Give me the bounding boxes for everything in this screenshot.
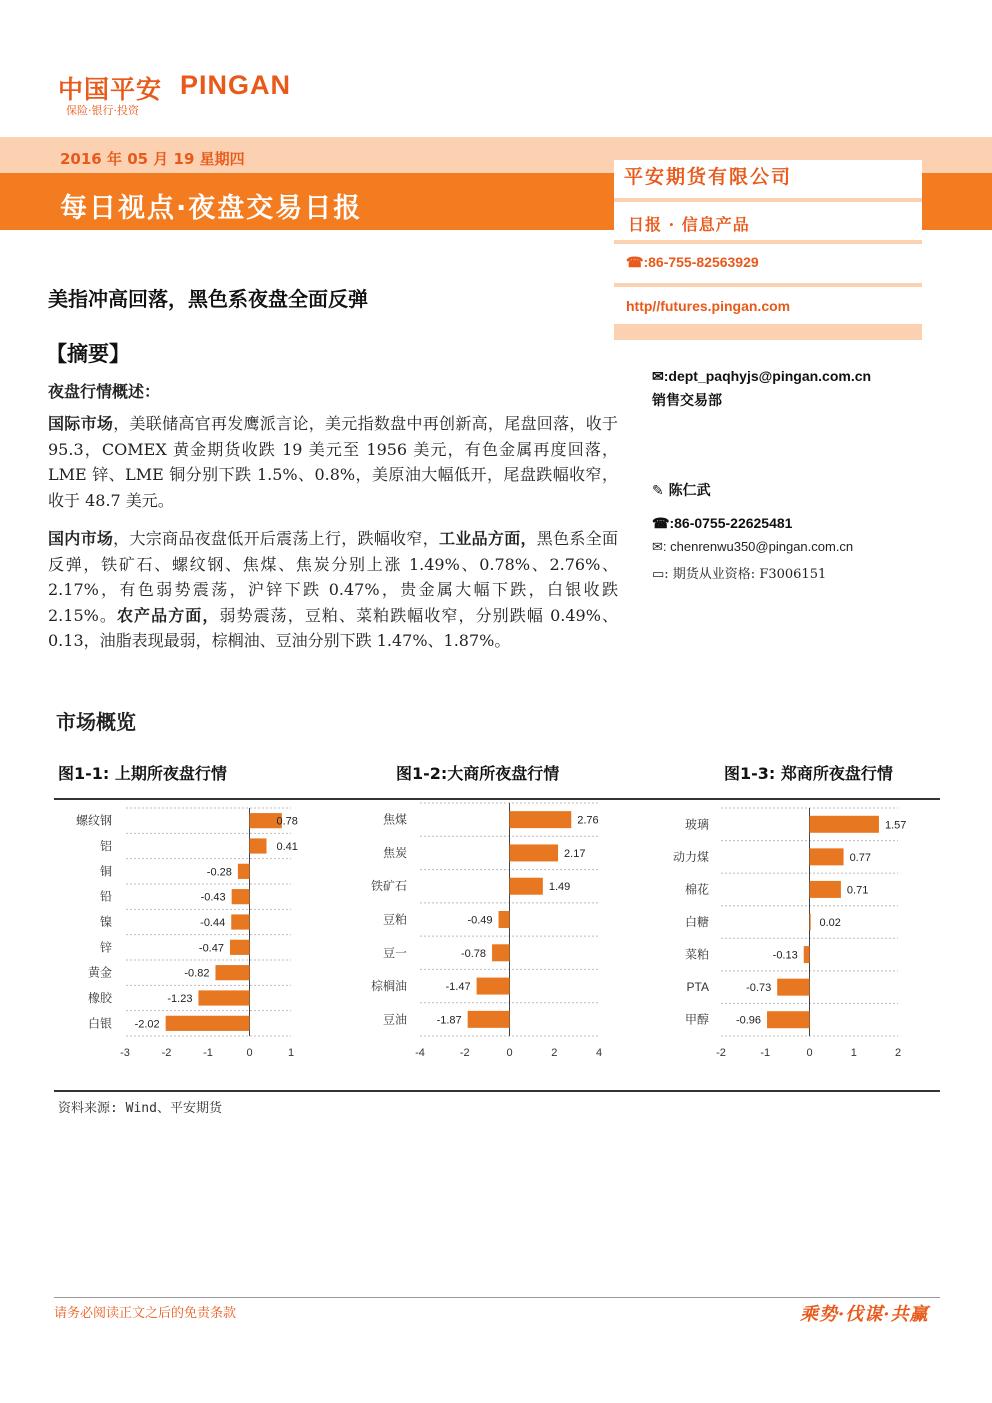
tick-label: 0 (506, 1047, 513, 1059)
chart-bottom-rule (54, 1090, 940, 1092)
dept-name: 销售交易部 (652, 393, 722, 409)
section-title: 市场概览 (56, 710, 136, 734)
bar (492, 944, 509, 961)
tick-label: 0 (246, 1047, 253, 1059)
category-label: 黄金 (87, 965, 112, 980)
footer-slogan: 乘势·伐谋·共赢 (800, 1304, 929, 1325)
data-label: 1.57 (884, 819, 907, 832)
bar (230, 940, 250, 955)
data-label: -0.96 (735, 1014, 762, 1027)
logo-subtitle: 保险·银行·投资 (66, 104, 139, 117)
tick-label: 1 (850, 1047, 857, 1059)
bar (810, 914, 811, 931)
category-label: 豆粕 (382, 912, 407, 927)
category-label: 螺纹钢 (75, 813, 112, 828)
bar (215, 965, 249, 980)
divider (614, 156, 922, 160)
mail-icon: ✉ (652, 539, 663, 554)
report-date: 2016 年 05 月 19 星期四 (60, 150, 245, 168)
category-label: 铁矿石 (370, 879, 407, 894)
logo-en: PINGAN (180, 70, 292, 100)
footer-disclaimer[interactable]: 请务必阅读正文之后的免责条款 (54, 1306, 237, 1321)
category-label: 棉花 (684, 882, 709, 897)
tick-label: 2 (551, 1047, 558, 1059)
category-label: 镍 (99, 915, 112, 929)
data-label: -0.13 (772, 949, 798, 962)
analyst-email[interactable]: ✉: chenrenwu350@pingan.com.cn (652, 539, 854, 554)
data-label: 0.41 (276, 841, 298, 853)
chart-czce (673, 808, 906, 1059)
data-label: -1.87 (436, 1014, 462, 1027)
tick-label: 1 (287, 1047, 295, 1059)
data-label: -0.49 (467, 914, 493, 927)
category-label: 菜粕 (684, 947, 709, 962)
chart-shfe (76, 808, 298, 1059)
chart-dce (371, 803, 602, 1059)
category-label: 玻璃 (684, 817, 709, 832)
data-label: 0.71 (846, 884, 869, 897)
bar (238, 864, 250, 879)
tick-label: -1 (203, 1047, 213, 1059)
chart-title-1: 图1-1: 上期所夜盘行情 (58, 764, 227, 783)
category-label: 甲醇 (684, 1012, 709, 1027)
report-title: 每日视点·夜盘交易日报 (60, 193, 363, 224)
tick-label: -3 (120, 1047, 130, 1059)
bar (468, 1011, 510, 1028)
bar (804, 946, 810, 963)
category-label: 焦煤 (382, 812, 407, 827)
tick-label: -2 (459, 1047, 470, 1059)
divider (614, 198, 922, 202)
data-label: -0.73 (746, 982, 772, 995)
info-box-bottom-bar (614, 324, 922, 340)
analyst-phone: ☎:86-0755-22625481 (652, 515, 793, 531)
data-label: 0.02 (819, 917, 841, 929)
domestic-label: 国内市场 (48, 529, 114, 548)
tick-label: 0 (806, 1047, 813, 1059)
overview-label: 夜盘行情概述： (48, 382, 161, 401)
bar (166, 1016, 250, 1031)
data-label: 2.17 (564, 847, 586, 860)
tick-label: 4 (595, 1047, 603, 1059)
intl-label: 国际市场 (48, 414, 114, 433)
phone-icon: ☎ (652, 515, 670, 531)
data-label: -1.23 (167, 993, 193, 1005)
bar (477, 978, 510, 995)
bar (499, 911, 510, 928)
data-label: 2.76 (577, 814, 599, 827)
bar (232, 889, 250, 904)
data-label: -0.43 (200, 891, 226, 904)
category-label: 棕榈油 (370, 979, 407, 994)
divider (614, 240, 922, 244)
dept-email[interactable]: ✉:dept_paqhyjs@pingan.com.cn (652, 368, 872, 384)
category-label: 焦炭 (382, 845, 407, 860)
category-label: 铝 (99, 839, 112, 853)
tick-label: -2 (161, 1047, 172, 1059)
phone-icon: ☎ (626, 254, 644, 270)
industrial-label: 工业品方面， (439, 529, 537, 548)
company-phone: ☎:86-755-82563929 (626, 254, 759, 270)
domestic-text-3: 弱势震荡，豆粕、菜粕跌幅收窄，分别跌幅 0.49%、0.13，油脂表现最弱，棕榈油、豆油分别下跌 1.47%、1.87%。 (48, 605, 618, 650)
mail-icon: ✉ (652, 368, 664, 384)
category-label: 橡胶 (87, 991, 112, 1005)
bar (810, 848, 844, 865)
daily-label: 日报 · 信息产品 (628, 215, 750, 234)
bar (510, 844, 559, 861)
bar (510, 878, 543, 895)
pen-icon: ✎ (652, 483, 664, 499)
data-source: 资料来源: Wind、平安期货 (58, 1101, 222, 1116)
bar (198, 990, 249, 1005)
data-label: -0.78 (460, 947, 487, 960)
category-label: 锌 (99, 940, 112, 955)
charts-area (0, 800, 992, 1090)
category-label: 豆一 (382, 945, 407, 960)
divider (614, 283, 922, 287)
abstract-label: 【摘要】 (46, 342, 130, 366)
domestic-market-paragraph (48, 526, 618, 654)
tick-label: -2 (716, 1047, 726, 1059)
category-label: 白糖 (684, 915, 709, 929)
tick-label: 2 (894, 1047, 902, 1059)
agri-label: 农产品方面， (116, 605, 220, 625)
bar (250, 838, 267, 853)
domestic-text-2: 黑色系全面反弹，铁矿石、螺纹钢、焦煤、焦炭分别上涨 1.49%、0.78%、2.76%、2.17%，有色弱势震荡，沪锌下跌 0.47%，贵金属大幅下跌，白银收跌 2.15%。 (48, 529, 618, 625)
intl-market-paragraph (48, 411, 618, 513)
data-label: 0.78 (276, 815, 298, 828)
bar (810, 881, 841, 898)
data-label: -0.28 (206, 866, 232, 879)
category-label: PTA (686, 980, 709, 995)
footer-rule (54, 1297, 940, 1298)
category-label: 动力煤 (672, 849, 709, 864)
category-label: 铜 (99, 864, 112, 879)
analyst-name: ✎ 陈仁武 (652, 483, 711, 499)
bar (510, 811, 572, 828)
book-icon: ▭ (652, 567, 665, 582)
company-website[interactable]: http//futures.pingan.com (626, 298, 791, 314)
analyst-license: ▭: 期货从业资格: F3006151 (652, 567, 827, 582)
bar (767, 1011, 809, 1028)
intl-text: ，美联储高官再发鹰派言论，美元指数盘中再创新高，尾盘回落，收于 95.3，COMEX 黄金期货收跌 19 美元至 1956 美元，有色金属再度回落，LME 锌、LME 铜分别下跌 1.5%、0.8%，美原油大幅低开，尾盘跌幅收窄，收于 48.7 美元。 (48, 414, 618, 510)
bar (231, 914, 249, 929)
data-label: -0.47 (198, 942, 224, 955)
data-label: 0.77 (849, 851, 871, 864)
headline: 美指冲高回落，黑色系夜盘全面反弹 (48, 287, 368, 311)
bar (777, 979, 809, 996)
data-label: 1.49 (548, 881, 571, 894)
category-label: 白银 (87, 1016, 112, 1031)
chart-title-2: 图1-2:大商所夜盘行情 (396, 764, 560, 783)
data-label: -0.82 (184, 967, 210, 980)
chart-title-3: 图1-3: 郑商所夜盘行情 (724, 764, 893, 783)
data-label: -1.47 (445, 981, 471, 994)
company-name: 平安期货有限公司 (624, 166, 793, 188)
domestic-text-1: ，大宗商品夜盘低开后震荡上行，跌幅收窄， (113, 529, 440, 548)
data-label: -0.44 (200, 917, 226, 929)
bar (810, 816, 879, 833)
category-label: 铅 (99, 889, 112, 904)
logo-cn: 中国平安 (58, 75, 163, 104)
tick-label: -1 (760, 1047, 771, 1059)
data-label: -2.02 (134, 1018, 160, 1031)
tick-label: -4 (415, 1047, 425, 1059)
category-label: 豆油 (382, 1012, 407, 1027)
